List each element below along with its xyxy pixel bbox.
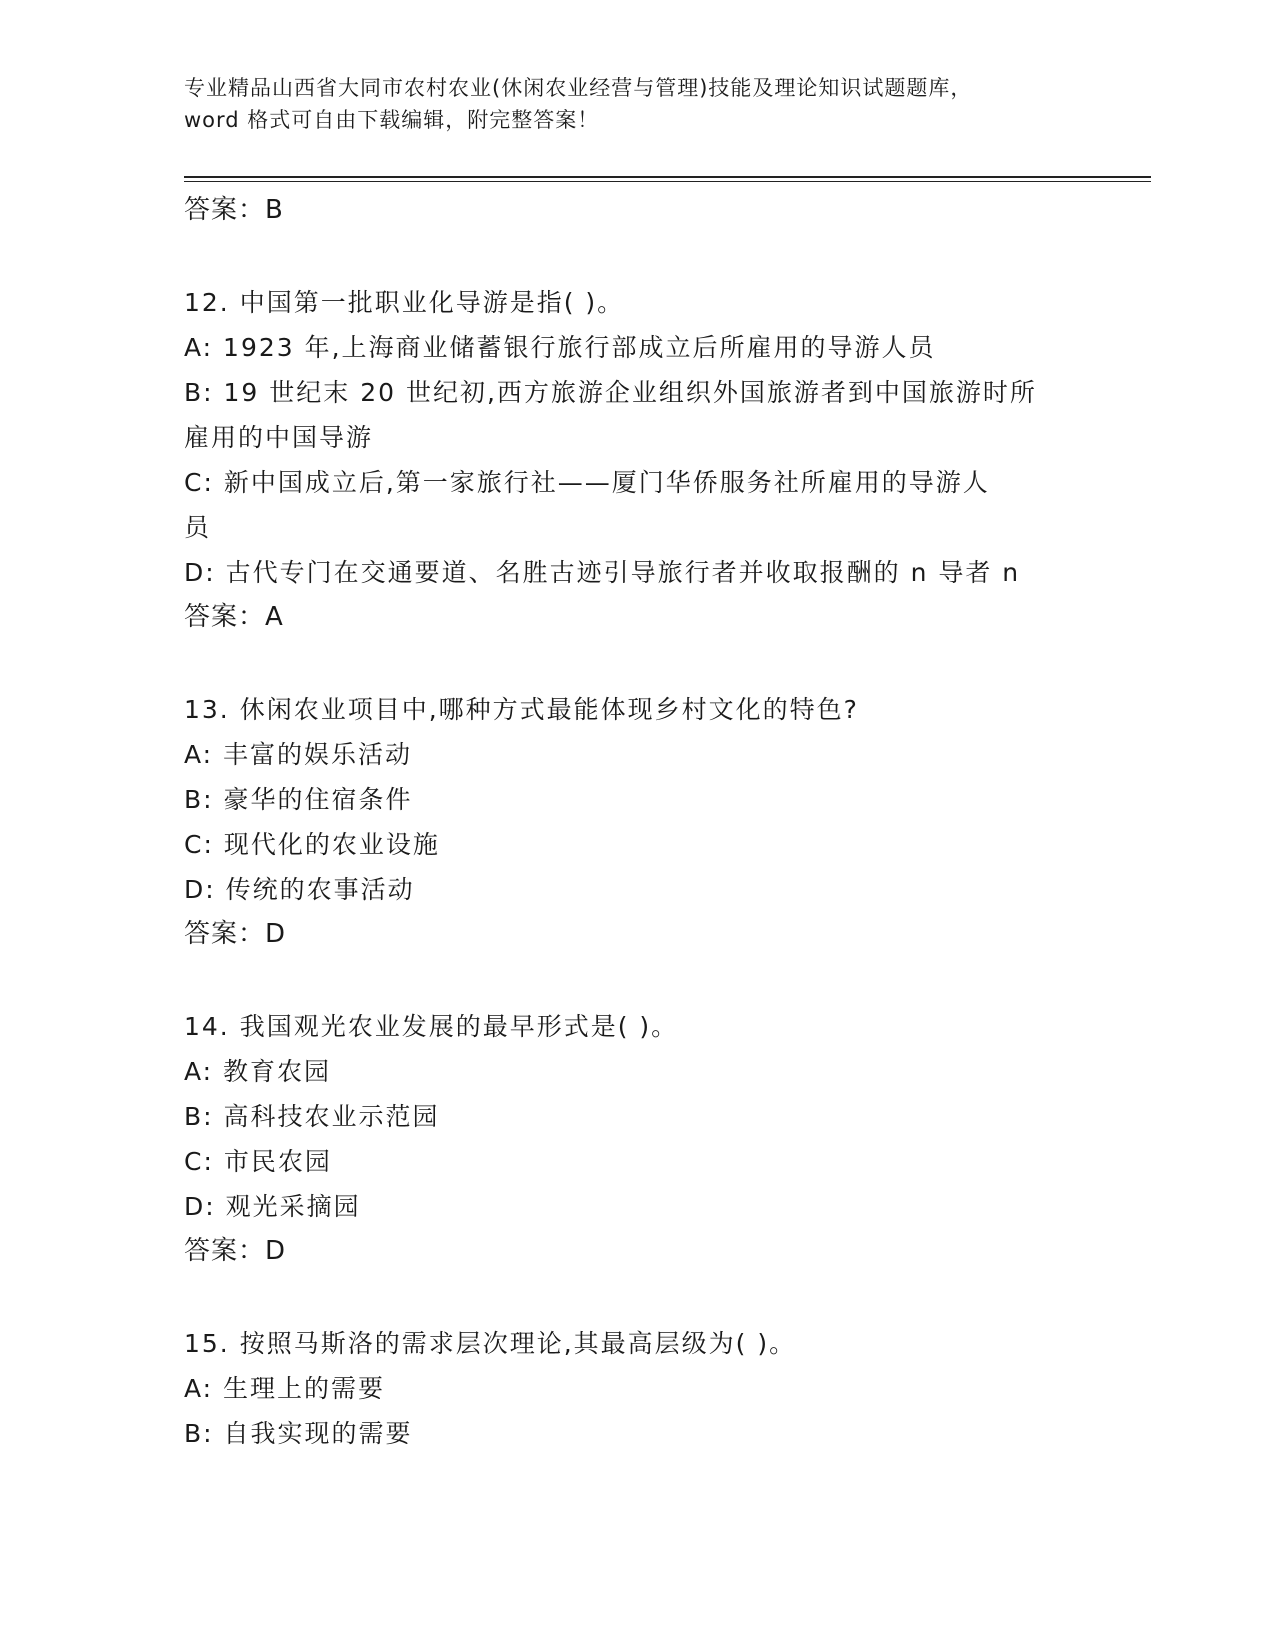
option-b: B: 自我实现的需要 — [184, 1419, 413, 1448]
header-rule-thin — [184, 181, 1151, 182]
previous-answer-block — [184, 188, 1084, 232]
answer-line: 答案：A — [184, 602, 284, 632]
question-list — [184, 188, 1084, 1456]
option-b: B: 19 世纪末 20 世纪初,西方旅游企业组织外国旅游者到中国旅游时所 — [184, 378, 1037, 407]
option-c: C: 现代化的农业设施 — [184, 830, 440, 859]
spacer — [184, 232, 1084, 280]
question-stem: 12. 中国第一批职业化导游是指( )。 — [184, 288, 625, 317]
spacer — [184, 1273, 1084, 1321]
question-15 — [184, 1321, 1084, 1456]
option-b-continued: 雇用的中国导游 — [184, 423, 374, 452]
question-stem: 13. 休闲农业项目中,哪种方式最能体现乡村文化的特色? — [184, 695, 859, 724]
option-d: D: 古代专门在交通要道、名胜古迹引导旅行者并收取报酬的 n 导者 n — [184, 558, 1021, 587]
page-header — [184, 72, 1084, 136]
answer-line: 答案：D — [184, 919, 287, 949]
option-a: A: 生理上的需要 — [184, 1374, 386, 1403]
answer-line: 答案：D — [184, 1236, 287, 1266]
question-stem: 14. 我国观光农业发展的最早形式是( )。 — [184, 1012, 679, 1041]
option-d: D: 观光采摘园 — [184, 1192, 361, 1221]
option-a: A: 丰富的娱乐活动 — [184, 740, 413, 769]
option-c: C: 市民农园 — [184, 1147, 332, 1176]
header-title-line-1: 专业精品山西省大同市农村农业(休闲农业经营与管理)技能及理论知识试题题库， — [184, 76, 973, 100]
spacer — [184, 639, 1084, 687]
header-title-line-2: word 格式可自由下载编辑，附完整答案！ — [184, 108, 600, 132]
answer-line: 答案：B — [184, 195, 284, 225]
option-c: C: 新中国成立后,第一家旅行社——厦门华侨服务社所雇用的导游人 — [184, 468, 990, 497]
question-13 — [184, 687, 1084, 956]
option-a: A: 1923 年,上海商业储蓄银行旅行部成立后所雇用的导游人员 — [184, 333, 936, 362]
question-stem: 15. 按照马斯洛的需求层次理论,其最高层级为( )。 — [184, 1329, 797, 1358]
question-12 — [184, 280, 1084, 639]
option-c-continued: 员 — [184, 513, 212, 542]
spacer — [184, 956, 1084, 1004]
option-b: B: 高科技农业示范园 — [184, 1102, 440, 1131]
question-14 — [184, 1004, 1084, 1273]
header-rule-thick — [184, 176, 1151, 178]
option-a: A: 教育农园 — [184, 1057, 332, 1086]
option-b: B: 豪华的住宿条件 — [184, 785, 413, 814]
option-d: D: 传统的农事活动 — [184, 875, 415, 904]
